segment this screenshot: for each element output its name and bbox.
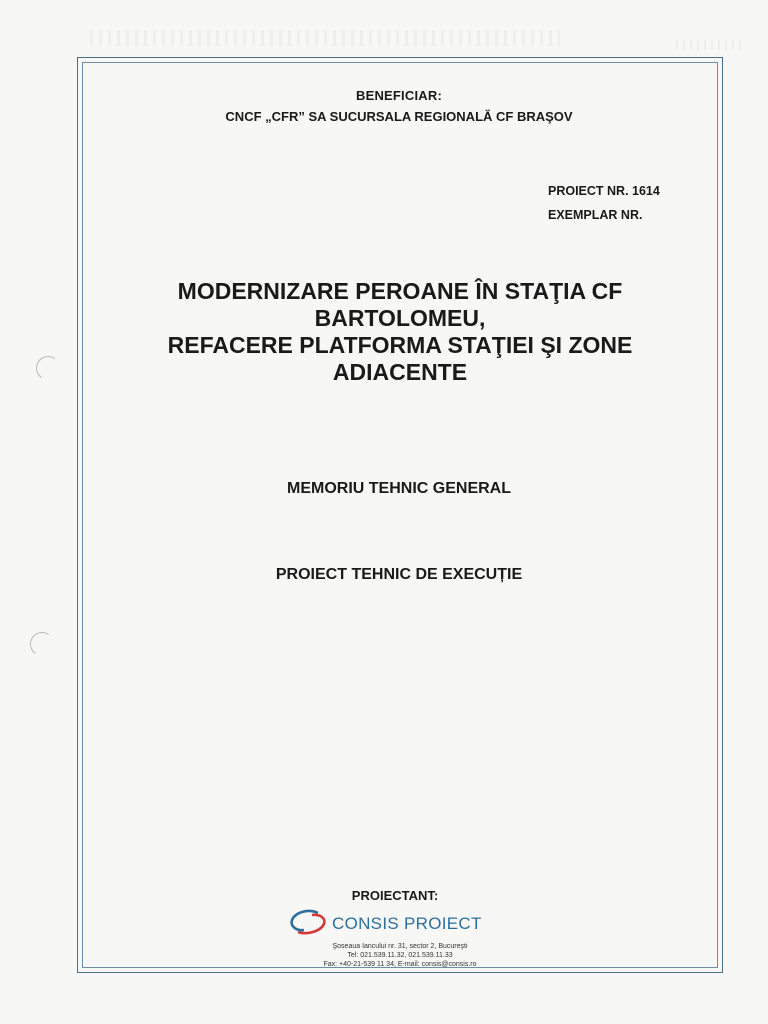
title-line-3: REFACERE PLATFORMA STAŢIEI ŞI ZONE: [167, 332, 633, 358]
project-phase: PROIECT TEHNIC DE EXECUȚIE: [275, 566, 523, 583]
beneficiar-name: CNCF „CFR” SA SUCURSALA REGIONALĂ CF BRAŞOV: [225, 109, 573, 124]
project-number: PROIECT NR. 1614: [548, 184, 660, 198]
company-phone: Tel: 021.539.11.32, 021.539.11.33: [347, 952, 453, 959]
scan-artifact-top: [90, 30, 560, 46]
document-type: MEMORIU TEHNIC GENERAL: [287, 480, 511, 497]
punch-hole-top: [34, 354, 62, 382]
beneficiar-label: BENEFICIAR:: [356, 88, 442, 103]
title-line-1: MODERNIZARE PEROANE ÎN STAŢIA CF: [177, 278, 623, 304]
proiectant-label: PROIECTANT:: [351, 888, 439, 903]
title-line-2: BARTOLOMEU,: [314, 305, 486, 331]
project-title: [100, 278, 700, 386]
company-fax-email: Fax: +40-21-539 11 34, E-mail: consis@consis.ro: [323, 961, 477, 968]
company-contact: [250, 942, 550, 969]
punch-hole-bottom: [28, 630, 56, 658]
copy-number: EXEMPLAR NR.: [548, 208, 643, 222]
title-line-4: ADIACENTE: [332, 359, 468, 385]
company-logo: [288, 906, 508, 940]
company-address: Şoseaua Iancului nr. 31, sector 2, Bucureşti: [332, 943, 468, 950]
scan-artifact-right: [676, 40, 746, 50]
consis-logo-icon: [288, 908, 328, 936]
company-name: CONSIS PROIECT: [332, 914, 482, 933]
